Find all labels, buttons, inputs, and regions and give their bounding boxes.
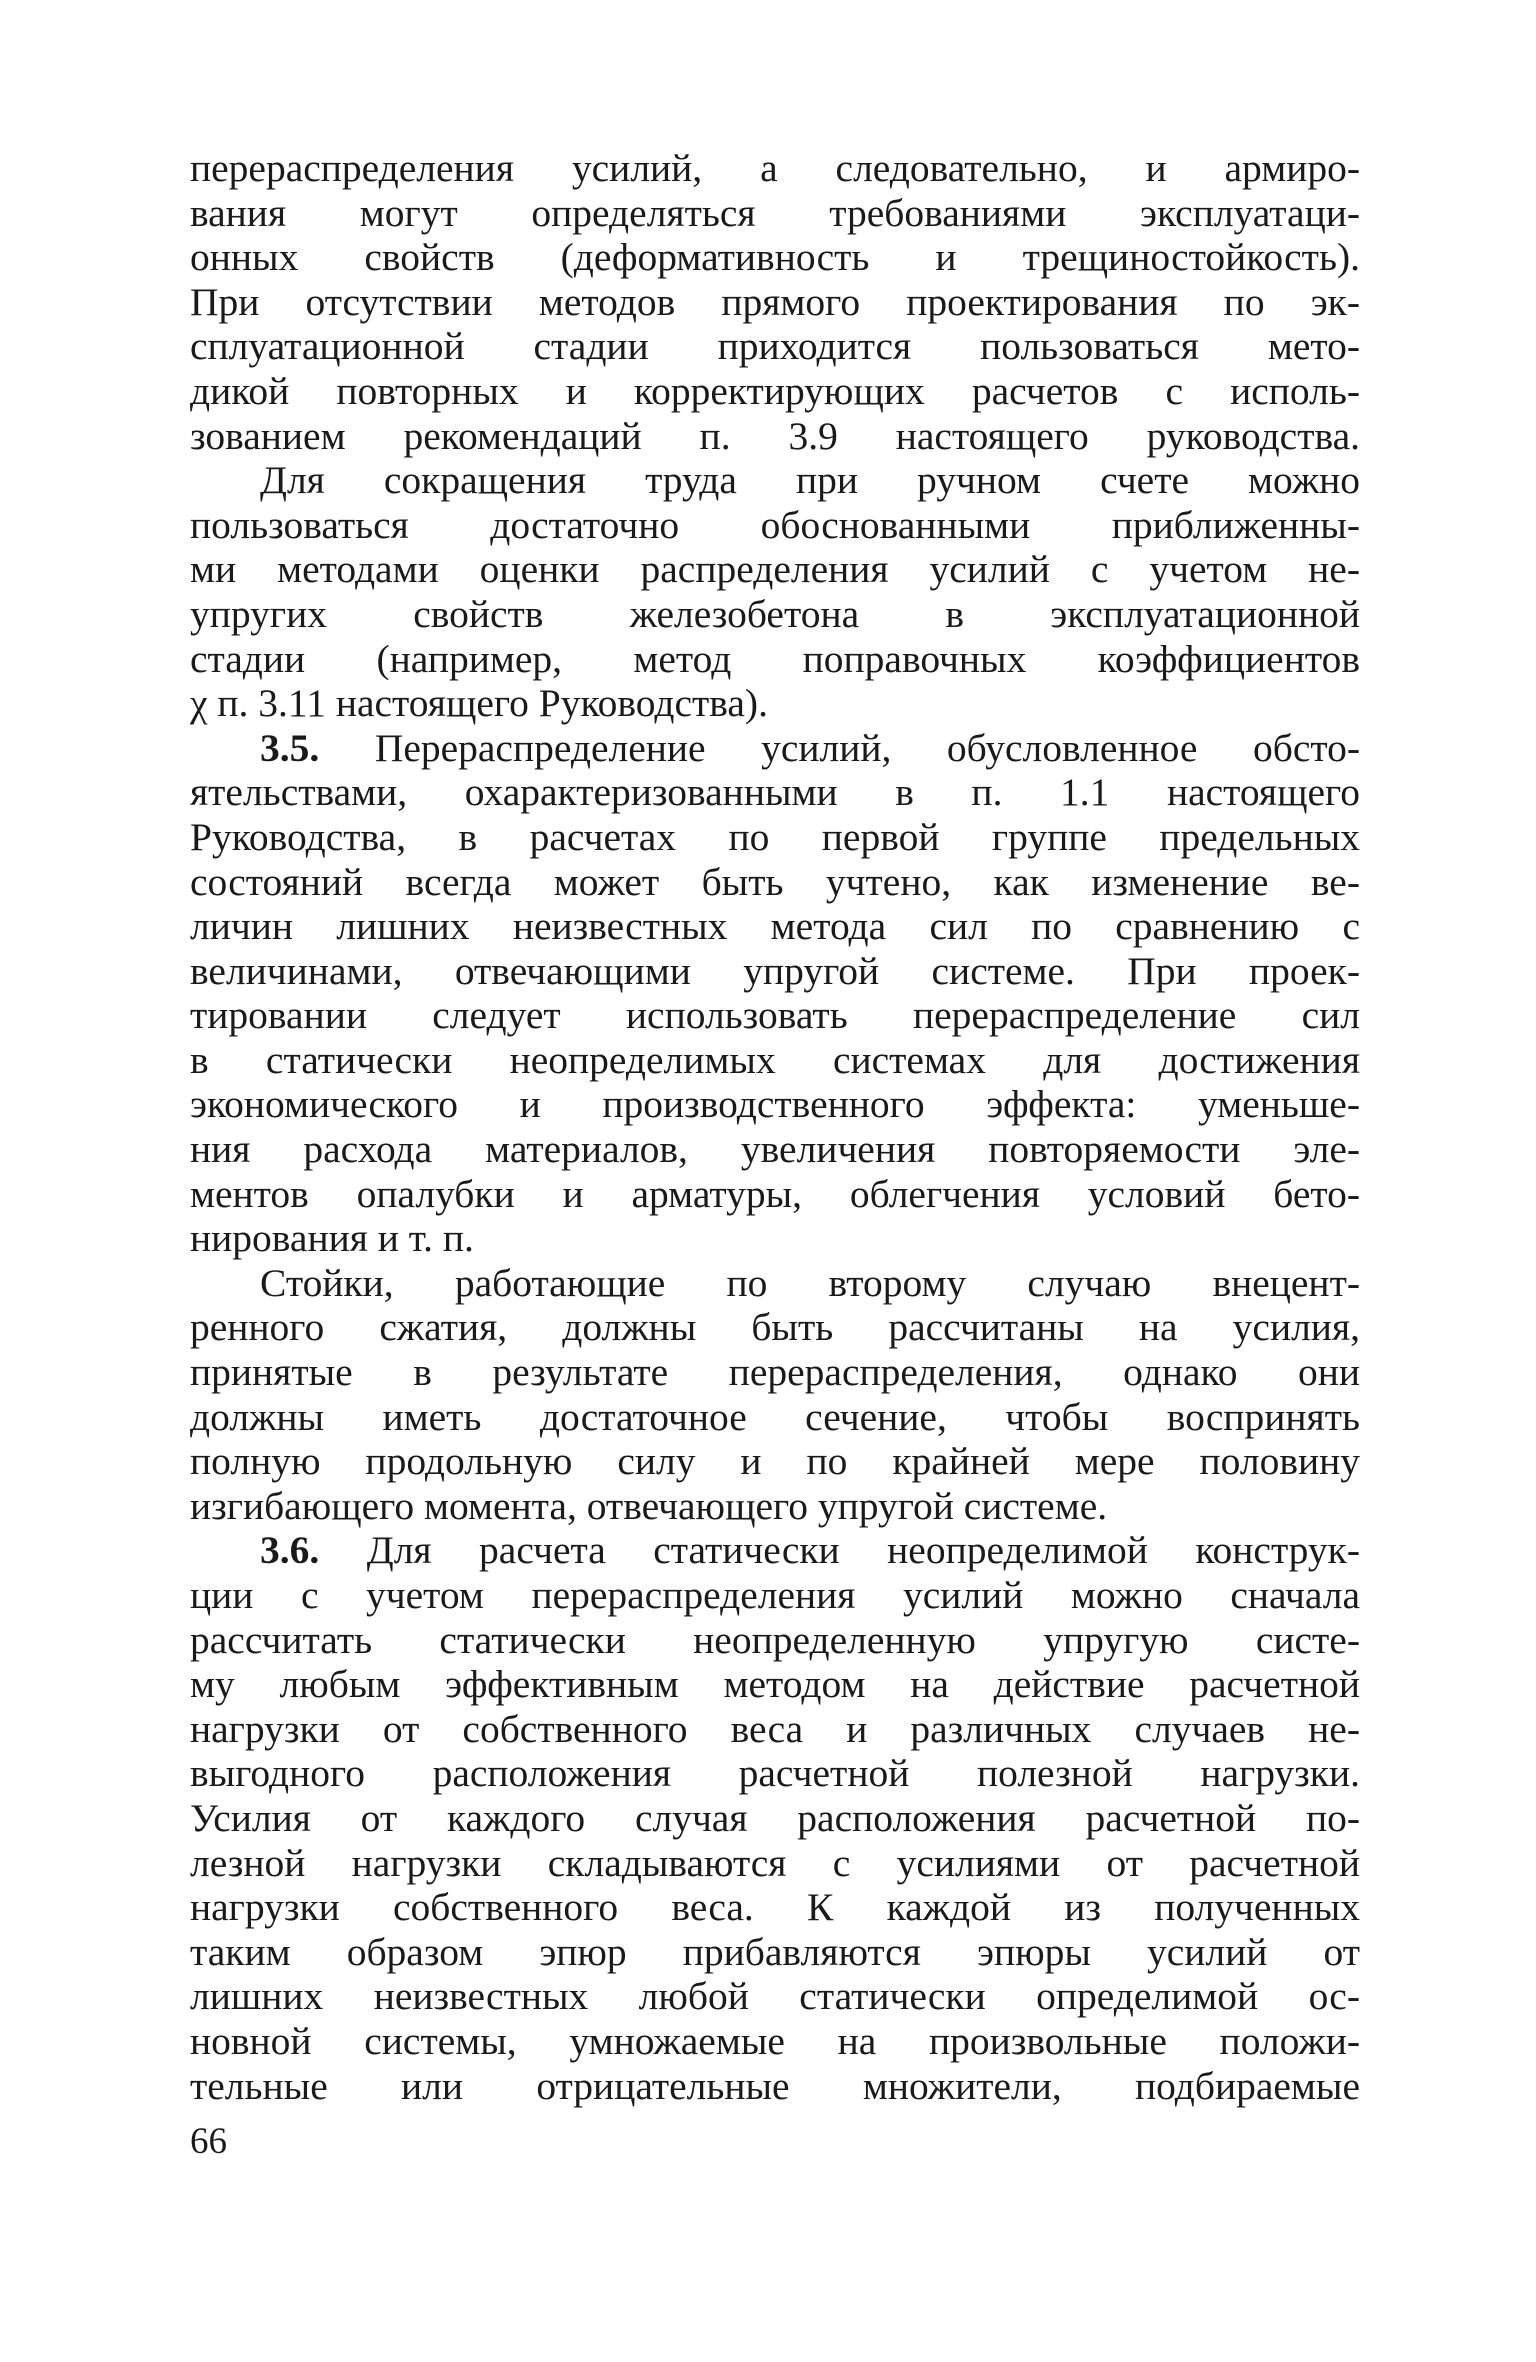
text-line: ренного сжатия, должны быть рассчитаны на усилия, [190, 1305, 1360, 1350]
text-line: χ п. 3.11 настоящего Руководства). [190, 681, 768, 726]
text-line: изгибающего момента, отвечающего упругой системе. [190, 1483, 1108, 1528]
text-line: нирования и т. п. [190, 1216, 474, 1261]
text-line: должны иметь достаточное сечение, чтобы воспринять [190, 1394, 1360, 1439]
text-line: Перераспределение усилий, обусловленное обсто- [374, 725, 1360, 770]
page-number: 66 [190, 2121, 227, 2162]
text-line: принятые в результате перераспределения, однако они [190, 1350, 1360, 1395]
text-line: Стойки, работающие по второму случаю внецент- [260, 1260, 1360, 1305]
text-line: упругих свойств железобетона в эксплуатационной [190, 591, 1360, 636]
section-3-5-first-line [190, 726, 1360, 771]
text-line: онных свойств (деформативность и трещиностойкость). [190, 235, 1360, 280]
text-line: сплуатационной стадии приходится пользоваться мето- [190, 324, 1360, 369]
text-line: Для сокращения труда при ручном счете можно [260, 458, 1360, 503]
text-line: лезной нагрузки складываются с усилиями от расчетной [190, 1840, 1360, 1885]
text-line: При отсутствии методов прямого проектирования по эк- [190, 279, 1360, 324]
text-line: Для расчета статически неопределимой конструк- [366, 1528, 1360, 1573]
text-line: перераспределения усилий, а следовательно, и армиро- [190, 146, 1360, 190]
text-line: состояний всегда может быть учтено, как изменение ве- [190, 859, 1360, 904]
text-line: дикой повторных и корректирующих расчетов с исполь- [190, 368, 1360, 413]
text-line: тельные или отрицательные множители, подбираемые [190, 2063, 1360, 2108]
text-line: рассчитать статически неопределенную упругую систе- [190, 1617, 1360, 1662]
text-line: нагрузки собственного веса. К каждой из полученных [190, 1885, 1360, 1930]
text-line: ми методами оценки распределения усилий с учетом не- [190, 547, 1360, 592]
text-line: личин лишних неизвестных метода сил по сравнению с [190, 904, 1360, 949]
text-line: Руководства, в расчетах по первой группе предельных [190, 814, 1360, 859]
text-line: полную продольную силу и по крайней мере половину [190, 1439, 1360, 1484]
text-line: величинами, отвечающими упругой системе. При проек- [190, 948, 1360, 993]
text-line: в статически неопределимых системах для достижения [190, 1037, 1360, 1082]
text-line: ментов опалубки и арматуры, облегчения условий бето- [190, 1171, 1360, 1216]
section-number: 3.6. [260, 1528, 320, 1573]
text-line: зованием рекомендаций п. 3.9 настоящего руководства. [190, 413, 1360, 458]
text-line: пользоваться достаточно обоснованными приближенны- [190, 502, 1360, 547]
section-number: 3.5. [260, 725, 320, 770]
text-line: выгодного расположения расчетной полезной нагрузки. [190, 1751, 1360, 1796]
body-text [190, 146, 1360, 2108]
section-3-6-first-line [190, 1528, 1360, 1573]
text-line: тировании следует использовать перераспределение сил [190, 993, 1360, 1038]
text-line: таким образом эпюр прибавляются эпюры усилий от [190, 1929, 1360, 1974]
text-line: Усилия от каждого случая расположения расчетной по- [190, 1795, 1360, 1840]
text-line: лишних неизвестных любой статически определимой ос- [190, 1974, 1360, 2019]
text-line: экономического и производственного эффекта: уменьше- [190, 1082, 1360, 1127]
text-line: нагрузки от собственного веса и различных случаев не- [190, 1706, 1360, 1751]
text-line: стадии (например, метод поправочных коэффициентов [190, 636, 1360, 681]
text-line: ции с учетом перераспределения усилий можно сначала [190, 1573, 1360, 1617]
text-line: новной системы, умножаемые на произвольные положи- [190, 2018, 1360, 2063]
text-line: ния расхода материалов, увеличения повторяемости эле- [190, 1127, 1360, 1172]
text-line: ятельствами, охарактеризованными в п. 1.1 настоящего [190, 770, 1360, 815]
text-line: му любым эффективным методом на действие расчетной [190, 1662, 1360, 1707]
text-line: вания могут определяться требованиями эксплуатаци- [190, 190, 1360, 235]
